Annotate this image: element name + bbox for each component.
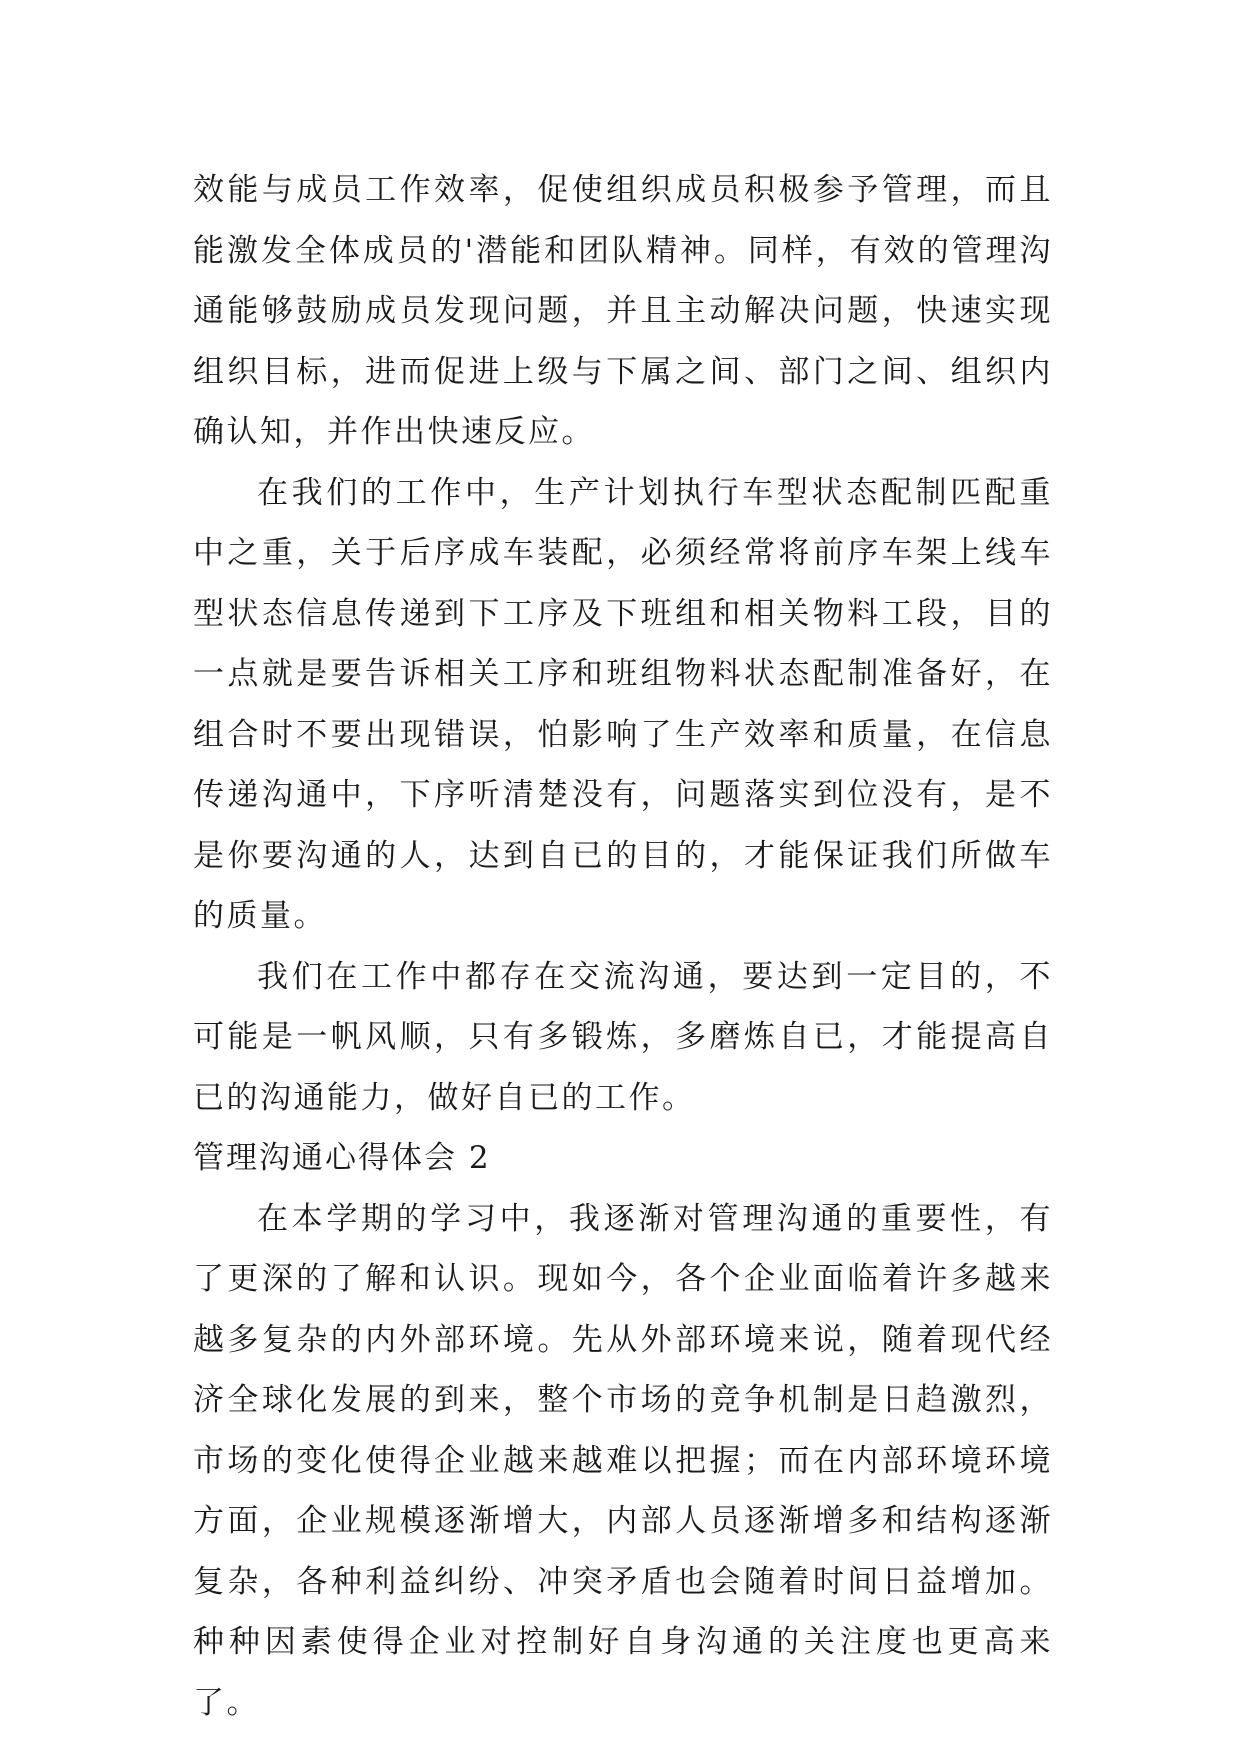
paragraph-communication-practice: 我们在工作中都存在交流沟通，要达到一定目的，不可能是一帆风顺，只有多锻炼，多磨炼自已，才能提高自已的沟通能力，做好自已的工作。 bbox=[193, 958, 1053, 1116]
section-heading: 管理沟通心得体会 2 bbox=[193, 1140, 491, 1176]
paragraph-semester-learning: 在本学期的学习中，我逐渐对管理沟通的重要性，有了更深的了解和认识。现如今，各个企业面临着许多越来越多复杂的内外部环境。先从外部环境来说，随着现代经济全球化发展的到来，整个市场的竞争机制是日趋激烈，市场的变化使得企业越来越难以把握；而在内部环境环境方面，企业规模逐渐增大，内部人员逐渐增多和结构逐渐复杂，各种利益纠纷、冲突矛盾也会随着时间日益增加。种种因素使得企业对控制好自身沟通的关注度也更高来了。 bbox=[193, 1200, 1053, 1721]
paragraph-production-plan: 在我们的工作中，生产计划执行车型状态配制匹配重中之重，关于后序成车装配，必须经常将前序车架上线车型状态信息传递到下工序及下班组和相关物料工段，目的一点就是要告诉相关工序和班组物料状态配制准备好，在组合时不要出现错误，怕影响了生产效率和质量，在信息传递沟通中，下序听清楚没有，问题落实到位没有，是不是你要沟通的人，达到自已的目的，才能保证我们所做车的质量。 bbox=[193, 474, 1053, 934]
paragraph-continuation: 效能与成员工作效率，促使组织成员积极参予管理，而且能激发全体成员的'潜能和团队精神。同样，有效的管理沟通能够鼓励成员发现问题，并且主动解决问题，快速实现组织目标，进而促进上级与下属之间、部门之间、组织内确认知，并作出快速反应。 bbox=[193, 172, 1053, 450]
document-body bbox=[193, 160, 1053, 1733]
